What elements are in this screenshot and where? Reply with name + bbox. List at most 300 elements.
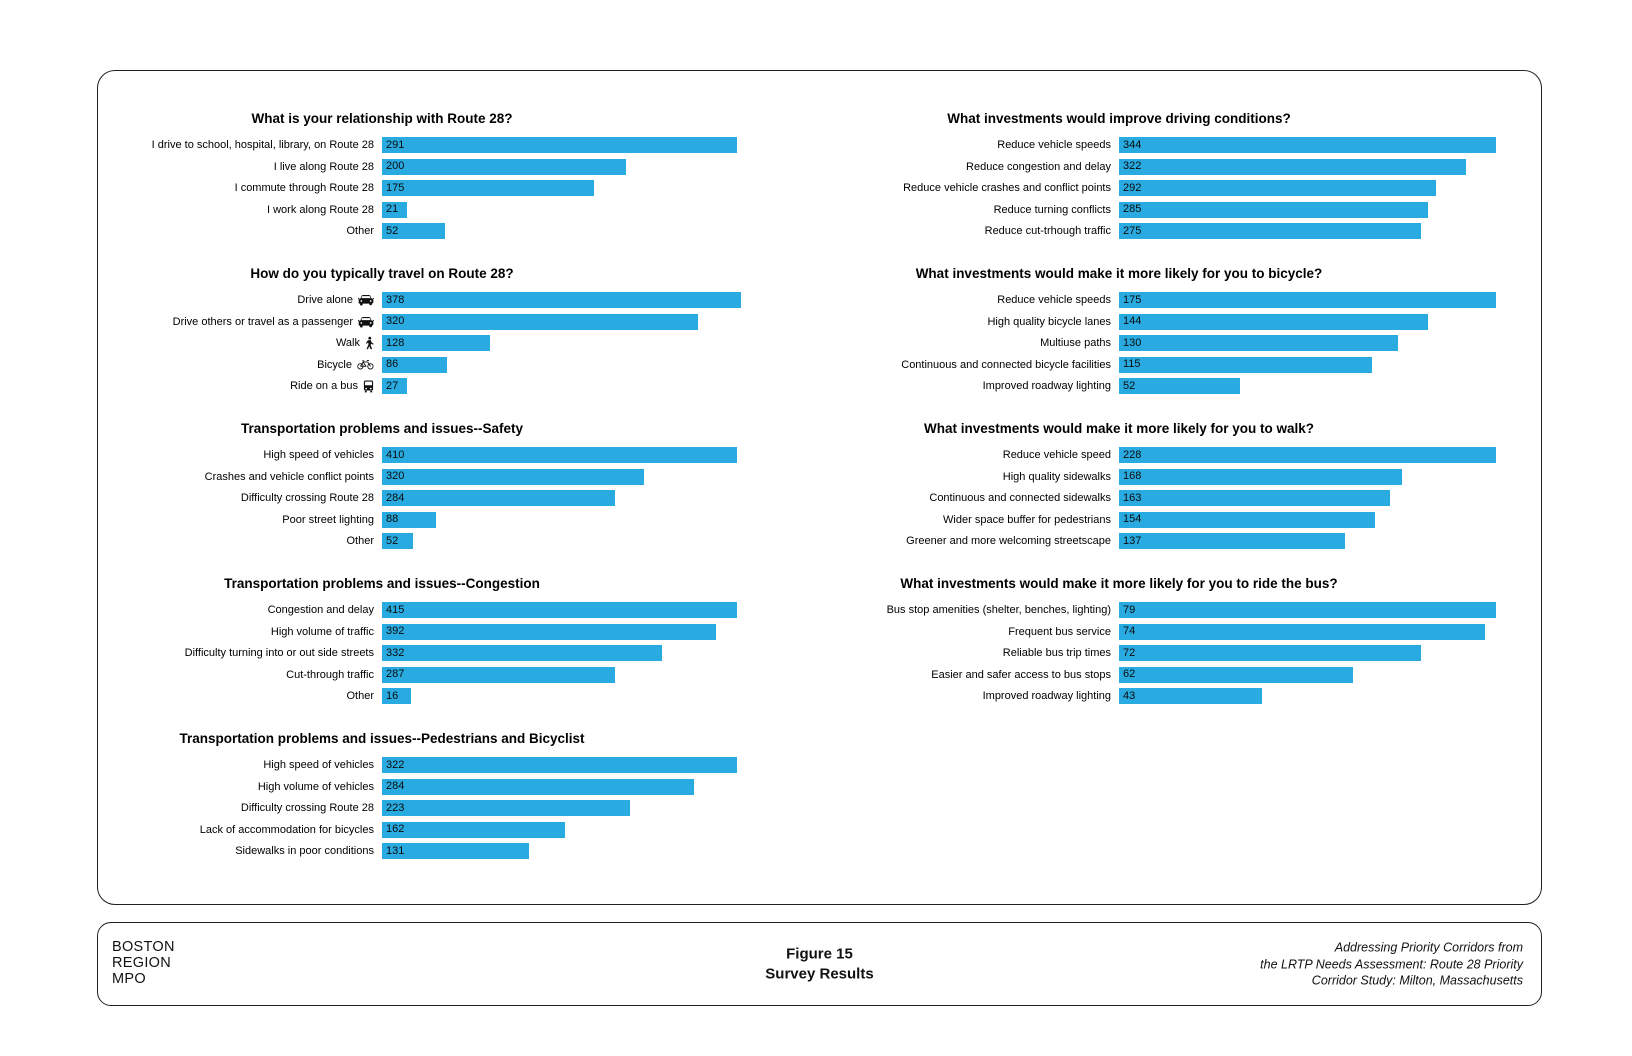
bar-value: 86 xyxy=(386,358,399,370)
bar xyxy=(1119,469,1402,485)
bar-label-text: Easier and safer access to bus stops xyxy=(931,668,1111,681)
bar-track xyxy=(382,667,741,683)
chart-title: Transportation problems and issues--Pedestrians and Bicyclist xyxy=(179,731,585,746)
bar-label xyxy=(896,514,1111,526)
bar-row xyxy=(141,223,741,239)
bar xyxy=(382,624,716,640)
bar xyxy=(382,667,615,683)
chart-title: Transportation problems and issues--Safety xyxy=(240,421,524,436)
bicycle-icon xyxy=(357,359,374,370)
bar-label xyxy=(896,471,1111,483)
bar-value: 128 xyxy=(386,336,405,349)
bar-track xyxy=(382,357,741,373)
bar-track xyxy=(382,490,741,506)
bar-label xyxy=(896,647,1111,659)
bar-track xyxy=(382,779,741,795)
bar-label-text: Improved roadway lighting xyxy=(982,380,1111,392)
bar-track xyxy=(382,180,741,196)
bar-label-text: Frequent bus service xyxy=(1008,625,1111,638)
bar-value: 392 xyxy=(386,625,405,637)
bar xyxy=(1119,645,1421,661)
pedestrian-icon xyxy=(365,336,374,350)
bar-label-text: Reduce vehicle speeds xyxy=(997,139,1111,151)
bar-label xyxy=(896,316,1111,328)
bus-icon xyxy=(363,380,374,393)
bar-label xyxy=(896,669,1111,681)
bar-value: 52 xyxy=(386,534,399,547)
bar-label xyxy=(896,690,1111,702)
chart-title: What is your relationship with Route 28? xyxy=(251,111,513,126)
bar-label-text: Greener and more welcoming streetscape xyxy=(906,535,1111,547)
bar-label xyxy=(896,294,1111,306)
bar-value: 332 xyxy=(386,646,405,659)
bar-label xyxy=(141,492,374,504)
bar-row xyxy=(141,757,741,773)
bar-row xyxy=(141,645,741,661)
bar-track xyxy=(382,512,741,528)
chart-what-investments-would-make-it xyxy=(896,421,1496,549)
bar-label-text: Poor street lighting xyxy=(282,513,374,526)
chart-title: What investments would make it more likely for you to walk? xyxy=(923,421,1315,436)
bar xyxy=(382,447,737,463)
bar-label-text: Continuous and connected bicycle facilities xyxy=(901,358,1111,371)
bar xyxy=(1119,602,1496,618)
bar-label-text: High volume of vehicles xyxy=(257,780,374,793)
bar-label xyxy=(896,337,1111,349)
bar xyxy=(382,645,662,661)
bar-row xyxy=(896,512,1496,528)
bar-row xyxy=(141,533,741,549)
figure-title: Survey Results xyxy=(765,965,874,982)
bar-value: 175 xyxy=(386,181,405,194)
bar-row xyxy=(141,335,741,351)
bar-track xyxy=(382,602,741,618)
bar-track xyxy=(1119,645,1496,661)
bar-row xyxy=(141,779,741,795)
bar-value: 137 xyxy=(1123,534,1142,547)
bar-track xyxy=(382,202,741,218)
chart-what-investments-would-improve-driving xyxy=(896,111,1496,239)
bar-track xyxy=(1119,137,1496,153)
credit-line: Addressing Priority Corridors from xyxy=(1334,940,1523,955)
bar-row xyxy=(141,180,741,196)
bar-row xyxy=(896,533,1496,549)
figure-number: Figure 15 xyxy=(786,945,853,963)
bar-row xyxy=(141,292,741,308)
bar xyxy=(1119,137,1496,153)
bar-label xyxy=(141,471,374,483)
bar-label-text: Reduce vehicle crashes and conflict points xyxy=(903,182,1111,194)
bar-value: 175 xyxy=(1123,293,1142,306)
right-column xyxy=(886,111,1496,731)
bar-value: 88 xyxy=(386,513,399,525)
bar-row xyxy=(896,357,1496,373)
mpo-line: REGION xyxy=(112,955,171,972)
bar-track xyxy=(1119,159,1496,175)
bar-row xyxy=(141,667,741,683)
chart-title: How do you typically travel on Route 28? xyxy=(250,266,514,281)
bar xyxy=(382,533,413,549)
bar-label-text: Bus stop amenities (shelter, benches, lighting) xyxy=(886,604,1111,616)
bar xyxy=(382,512,436,528)
bar-value: 144 xyxy=(1123,315,1142,327)
bar xyxy=(1119,180,1436,196)
bar-label xyxy=(896,380,1111,392)
bar-row xyxy=(896,447,1496,463)
title-block xyxy=(97,922,1542,1006)
bar-label xyxy=(141,690,374,702)
bar-label-text: Difficulty crossing Route 28 xyxy=(240,802,374,814)
bar xyxy=(382,137,737,153)
bar-track xyxy=(1119,180,1496,196)
bar-row xyxy=(141,357,741,373)
bar-label-text: Reduce vehicle speed xyxy=(1002,449,1111,461)
bar-label xyxy=(141,182,374,194)
bar-row xyxy=(141,447,741,463)
bar-track xyxy=(382,533,741,549)
bar-label-text: Walk xyxy=(335,337,360,349)
bar-row xyxy=(141,602,741,618)
bar-value: 162 xyxy=(386,823,405,835)
bar-track xyxy=(382,469,741,485)
bar-value: 287 xyxy=(386,668,405,680)
bar xyxy=(1119,314,1428,330)
bar-value: 285 xyxy=(1123,203,1142,215)
bar xyxy=(382,180,594,196)
figure-caption xyxy=(765,945,873,984)
bar-row xyxy=(141,822,741,838)
chart-title: What investments would make it more likely for you to ride the bus? xyxy=(900,576,1338,591)
bar xyxy=(1119,533,1345,549)
bar-value: 16 xyxy=(386,689,399,702)
bar-row xyxy=(141,314,741,330)
bar-value: 322 xyxy=(1123,160,1142,172)
bar-row xyxy=(896,688,1496,704)
chart-title: Transportation problems and issues--Congestion xyxy=(224,576,540,591)
bar-label xyxy=(141,647,374,659)
study-credit xyxy=(1260,939,1523,989)
bar-label xyxy=(896,449,1111,461)
bar-value: 21 xyxy=(386,203,399,215)
bar xyxy=(1119,512,1375,528)
chart-transportation-problems-and-issues-pedestrians xyxy=(141,731,741,859)
bar xyxy=(382,159,626,175)
bar-track xyxy=(382,223,741,239)
bar-label-text: I live along Route 28 xyxy=(273,160,374,173)
bar-row xyxy=(896,645,1496,661)
bar-label xyxy=(141,781,374,793)
bar-value: 130 xyxy=(1123,336,1142,349)
bar-value: 168 xyxy=(1123,470,1142,482)
bar-track xyxy=(382,159,741,175)
bar-row xyxy=(896,378,1496,394)
bar xyxy=(382,357,447,373)
bar xyxy=(382,202,407,218)
bar-label xyxy=(141,845,374,857)
bar-track xyxy=(1119,357,1496,373)
bar-track xyxy=(1119,490,1496,506)
bar-value: 415 xyxy=(386,603,405,616)
bar-label-text: Reduce congestion and delay xyxy=(966,160,1111,173)
bar-value: 43 xyxy=(1123,689,1136,702)
bar-label xyxy=(141,336,374,350)
bar xyxy=(1119,490,1390,506)
bar-label xyxy=(141,802,374,814)
bar-label xyxy=(141,626,374,638)
bar-track xyxy=(1119,202,1496,218)
bar-label-text: High speed of vehicles xyxy=(263,759,374,771)
credit-line: Corridor Study: Milton, Massachusetts xyxy=(1311,973,1523,988)
bar-track xyxy=(382,645,741,661)
bar xyxy=(1119,159,1466,175)
bar-value: 292 xyxy=(1123,181,1142,194)
bar-value: 284 xyxy=(386,491,405,504)
bar-label xyxy=(886,604,1111,616)
bar-label-text: Improved roadway lighting xyxy=(982,690,1111,702)
bar-label-text: High quality bicycle lanes xyxy=(987,315,1111,328)
bar-label-text: Reduce cut-trhough traffic xyxy=(984,225,1111,237)
bar xyxy=(382,490,615,506)
bar-track xyxy=(382,757,741,773)
bar xyxy=(382,602,737,618)
bar-value: 72 xyxy=(1123,646,1136,659)
mpo-line: BOSTON xyxy=(112,939,175,956)
bar-label-text: Congestion and delay xyxy=(267,604,374,616)
bar-label-text: High speed of vehicles xyxy=(263,449,374,461)
bar-track xyxy=(382,335,741,351)
bar-track xyxy=(382,822,741,838)
bar-value: 74 xyxy=(1123,625,1136,637)
chart-transportation-problems-and-issues-congestion xyxy=(141,576,741,704)
bar-label-text: Difficulty crossing Route 28 xyxy=(240,492,374,504)
bar-label-text: Other xyxy=(346,225,374,237)
car-icon xyxy=(358,294,374,306)
bar-label xyxy=(896,359,1111,371)
bar-label xyxy=(896,182,1111,194)
bar-track xyxy=(1119,624,1496,640)
bar-value: 154 xyxy=(1123,513,1142,525)
bar xyxy=(1119,667,1353,683)
bar-value: 163 xyxy=(1123,491,1142,504)
bar-row xyxy=(141,688,741,704)
bar-label xyxy=(141,380,374,393)
bar-label-text: Other xyxy=(346,535,374,547)
bar-label-text: I work along Route 28 xyxy=(266,203,374,216)
bar-label-text: Continuous and connected sidewalks xyxy=(929,492,1111,504)
mpo-logo-text xyxy=(112,940,175,988)
bar-value: 344 xyxy=(1123,138,1142,151)
bar xyxy=(1119,292,1496,308)
credit-line: the LRTP Needs Assessment: Route 28 Priority xyxy=(1260,956,1523,971)
bar-label xyxy=(141,669,374,681)
bar-row xyxy=(141,202,741,218)
bar-label-text: Drive alone xyxy=(297,294,353,306)
bar-label-text: Ride on a bus xyxy=(290,380,358,392)
bar-row xyxy=(141,800,741,816)
chart-transportation-problems-and-issues-safety xyxy=(141,421,741,549)
bar-label xyxy=(141,204,374,216)
bar-row xyxy=(896,180,1496,196)
bar-row xyxy=(896,202,1496,218)
left-column xyxy=(141,111,741,886)
bar-value: 275 xyxy=(1123,224,1142,237)
chart-what-investments-would-make-it xyxy=(886,576,1496,704)
bar-value: 62 xyxy=(1123,668,1136,680)
bar-value: 378 xyxy=(386,293,405,306)
bar-label xyxy=(141,161,374,173)
bar-track xyxy=(382,292,741,308)
bar xyxy=(382,378,407,394)
bar-row xyxy=(141,624,741,640)
bar xyxy=(382,800,630,816)
bar-row xyxy=(896,159,1496,175)
bar-label-text: Bicycle xyxy=(317,358,352,371)
bar-value: 27 xyxy=(386,379,399,392)
bar xyxy=(382,843,529,859)
bar xyxy=(382,779,694,795)
bar xyxy=(382,688,411,704)
bar-track xyxy=(382,624,741,640)
bar-value: 79 xyxy=(1123,603,1136,616)
bar-value: 228 xyxy=(1123,448,1142,461)
bar-label-text: Difficulty turning into or out side streets xyxy=(184,647,374,659)
bar-label xyxy=(141,449,374,461)
chart-what-is-your-relationship-with xyxy=(141,111,741,239)
chart-how-do-you-typically-travel xyxy=(141,266,741,394)
chart-what-investments-would-make-it xyxy=(896,266,1496,394)
bar-row xyxy=(896,137,1496,153)
charts-panel xyxy=(97,70,1542,905)
bar-track xyxy=(1119,602,1496,618)
bar-track xyxy=(1119,223,1496,239)
bar-label xyxy=(141,759,374,771)
bar-row xyxy=(141,512,741,528)
bar-label xyxy=(141,225,374,237)
bar-row xyxy=(886,602,1496,618)
bar-label-text: Sidewalks in poor conditions xyxy=(235,845,374,857)
bar xyxy=(1119,378,1240,394)
bar-label xyxy=(141,139,374,151)
bar-row xyxy=(141,469,741,485)
bar-row xyxy=(141,378,741,394)
bar-value: 131 xyxy=(386,844,405,857)
bar xyxy=(1119,357,1372,373)
bar xyxy=(382,822,565,838)
bar-value: 291 xyxy=(386,138,405,151)
bar-label xyxy=(896,139,1111,151)
bar-row xyxy=(896,314,1496,330)
bar-label-text: Reduce turning conflicts xyxy=(993,203,1111,216)
bar xyxy=(382,469,644,485)
bar-value: 320 xyxy=(386,315,405,327)
mpo-line: MPO xyxy=(112,970,146,987)
bar-label xyxy=(896,492,1111,504)
bar-label-text: Drive others or travel as a passenger xyxy=(172,315,353,328)
bar-row xyxy=(896,292,1496,308)
bar-label xyxy=(896,535,1111,547)
bar xyxy=(382,335,490,351)
bar-value: 52 xyxy=(386,224,399,237)
bar xyxy=(382,314,698,330)
bar-row xyxy=(896,624,1496,640)
bar-track xyxy=(382,137,741,153)
bar-value: 322 xyxy=(386,758,405,771)
bar-track xyxy=(1119,447,1496,463)
bar-row xyxy=(141,843,741,859)
bar-label-text: I drive to school, hospital, library, on Route 28 xyxy=(151,139,374,151)
bar-value: 52 xyxy=(1123,379,1136,392)
bar-value: 223 xyxy=(386,801,405,814)
bar-label-text: Reduce vehicle speeds xyxy=(997,294,1111,306)
bar-row xyxy=(141,159,741,175)
bar-row xyxy=(896,335,1496,351)
bar-track xyxy=(382,314,741,330)
bar-label-text: Lack of accommodation for bicycles xyxy=(199,823,374,836)
bar-label xyxy=(141,294,374,306)
bar-track xyxy=(1119,533,1496,549)
chart-title: What investments would make it more likely for you to bicycle? xyxy=(915,266,1323,281)
bar-row xyxy=(141,137,741,153)
bar-label-text: I commute through Route 28 xyxy=(234,182,374,194)
bar-row xyxy=(896,490,1496,506)
bar-label xyxy=(141,316,374,328)
bar xyxy=(1119,202,1428,218)
bar-row xyxy=(896,469,1496,485)
bar-label-text: Reliable bus trip times xyxy=(1002,647,1111,659)
bar-track xyxy=(1119,667,1496,683)
bar-label xyxy=(141,514,374,526)
chart-title: What investments would improve driving conditions? xyxy=(947,111,1291,126)
bar-label xyxy=(141,359,374,371)
bar-label-text: Other xyxy=(346,690,374,702)
bar-row xyxy=(896,667,1496,683)
bar-track xyxy=(1119,469,1496,485)
bar-label xyxy=(896,161,1111,173)
bar-label xyxy=(896,626,1111,638)
bar-label-text: High quality sidewalks xyxy=(1002,470,1111,483)
bar-track xyxy=(1119,688,1496,704)
bar-value: 284 xyxy=(386,780,405,792)
bar-value: 115 xyxy=(1123,358,1141,370)
bar-value: 320 xyxy=(386,470,405,482)
bar-row xyxy=(896,223,1496,239)
bar xyxy=(1119,335,1398,351)
bar-label xyxy=(141,824,374,836)
bar-label xyxy=(896,225,1111,237)
bar-track xyxy=(382,800,741,816)
bar xyxy=(1119,688,1262,704)
bar-label-text: Wider space buffer for pedestrians xyxy=(943,513,1111,526)
bar-value: 410 xyxy=(386,448,405,461)
bar-value: 200 xyxy=(386,160,405,172)
bar xyxy=(1119,447,1496,463)
bar-label-text: High volume of traffic xyxy=(270,625,374,638)
bar xyxy=(1119,223,1421,239)
car-icon xyxy=(358,316,374,328)
bar xyxy=(1119,624,1485,640)
bar-label-text: Crashes and vehicle conflict points xyxy=(204,470,374,483)
bar-track xyxy=(382,378,741,394)
bar xyxy=(382,757,737,773)
bar xyxy=(382,223,445,239)
bar-label xyxy=(141,604,374,616)
bar-track xyxy=(1119,512,1496,528)
bar-track xyxy=(382,688,741,704)
bar-track xyxy=(1119,378,1496,394)
bar-label-text: Multiuse paths xyxy=(1040,337,1111,349)
bar-track xyxy=(1119,314,1496,330)
bar-track xyxy=(382,843,741,859)
